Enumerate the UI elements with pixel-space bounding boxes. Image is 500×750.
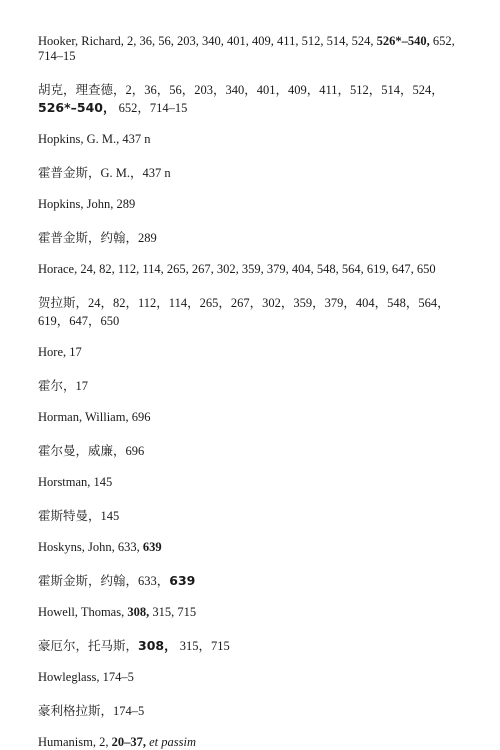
entry-text: Hopkins, John, 289	[38, 197, 136, 211]
index-entry-zh	[38, 507, 462, 525]
index-entry-zh	[38, 442, 462, 460]
entry-text: 霍尔曼，威廉，	[38, 443, 126, 458]
entry-text: 145	[100, 509, 120, 523]
index-entry-en	[38, 345, 462, 360]
index-entry-en	[38, 132, 462, 147]
index-entry-en	[38, 540, 462, 555]
index-entry-en	[38, 262, 462, 277]
entry-text: Horace, 24, 82, 112, 114, 265, 267, 302, 359, 379, 404, 548, 564, 619, 647, 650	[38, 262, 436, 276]
entry-text: Hooker, Richard, 2, 36, 56, 203, 340, 401, 409, 411, 512, 514, 524,	[38, 34, 377, 48]
entry-text: 652, 714–15	[38, 34, 455, 63]
bold-page-ref: 308，	[138, 638, 177, 653]
entry-text: 胡克，理查德，	[38, 82, 126, 97]
index-entry-zh	[38, 637, 462, 655]
index-entry-zh	[38, 377, 462, 395]
entry-text: 174–5	[113, 704, 145, 718]
index-entry-en	[38, 197, 462, 212]
entry-text: Hopkins, G. M., 437 n	[38, 132, 151, 146]
bold-page-ref: 526*–540，	[38, 100, 116, 115]
entry-text: Howell, Thomas,	[38, 605, 128, 619]
index-entry-en	[38, 605, 462, 620]
bold-page-ref: 639	[142, 540, 162, 554]
entry-text: 24，82，112，114，265，267，302，359，379，404，548，564，619，647，650	[38, 296, 450, 328]
entry-text: 289	[138, 231, 157, 245]
index-entry-zh	[38, 81, 462, 117]
entry-text: 豪厄尔，托马斯，	[38, 638, 139, 653]
index-entry-en	[38, 410, 462, 425]
entry-text: 霍普金斯，	[38, 165, 101, 180]
entry-text: 696	[125, 444, 145, 458]
entry-text: Hoskyns, John, 633,	[38, 540, 143, 554]
entry-text: 豪利格拉斯，	[38, 703, 114, 718]
entry-text: 17	[75, 379, 89, 393]
index-entry-en	[38, 670, 462, 685]
entry-text: 霍尔，	[38, 378, 76, 393]
entry-text: 315，715	[176, 639, 230, 653]
italic-note: et passim	[149, 735, 196, 749]
entry-text: 霍斯金斯，约翰，	[38, 573, 139, 588]
entry-text: 霍普金斯，约翰，	[38, 230, 139, 245]
bold-page-ref: 526*–540,	[376, 34, 430, 48]
index-entry-zh	[38, 702, 462, 720]
index-entry-zh	[38, 164, 462, 182]
entry-text: Humanism, 2,	[38, 735, 112, 749]
entry-text: 贺拉斯，	[38, 295, 89, 310]
entry-text: 2，36，56，203，340，401，409，411，512，514，524，	[125, 83, 444, 97]
entry-text: Hore, 17	[38, 345, 82, 359]
index-entry-en	[38, 735, 462, 750]
index-entry-list	[38, 34, 462, 750]
bold-page-ref: 639	[169, 573, 196, 588]
index-entry-en	[38, 34, 462, 64]
index-entry-en	[38, 475, 462, 490]
entry-text: 霍斯特曼，	[38, 508, 101, 523]
entry-text: 652，714–15	[115, 101, 188, 115]
entry-text: 633，	[138, 574, 170, 588]
bold-page-ref: 20–37,	[111, 735, 146, 749]
entry-text: 315, 715	[149, 605, 197, 619]
index-entry-zh	[38, 294, 462, 330]
entry-text: G. M.，437 n	[100, 166, 171, 180]
entry-text: Horstman, 145	[38, 475, 113, 489]
index-entry-zh	[38, 229, 462, 247]
entry-text: Howleglass, 174–5	[38, 670, 134, 684]
index-entry-zh	[38, 572, 462, 590]
entry-text: Horman, William, 696	[38, 410, 151, 424]
bold-page-ref: 308,	[127, 605, 150, 619]
